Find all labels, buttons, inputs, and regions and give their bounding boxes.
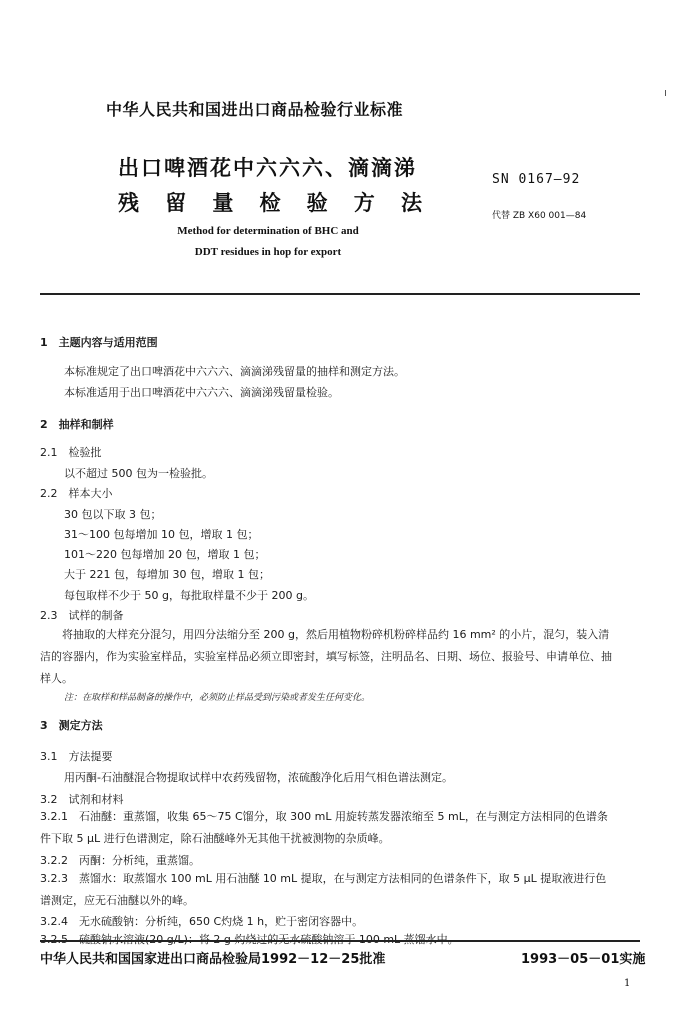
section-1-heading: 1 主题内容与适用范围 [40, 336, 158, 349]
approval-line: 中华人民共和国国家进出口商品检验局1992－12－25批准 [40, 952, 386, 967]
title-en-line1: Method for determination of BHC and [177, 225, 359, 237]
sample-preparation-paragraph: 将抽取的大样充分混匀，用四分法缩分至 200 g，然后用植物粉碎机粉碎样品约 16 mm² 的小片，混匀，装入清洁的容器内，作为实验室样品，实验室样品必须立即密封，填写标签，注明品名、日期、场位、报验号、申请单位、抽样人。 [40, 628, 612, 685]
sample-size-line: 101～220 包每增加 20 包，增取 1 包； [64, 548, 266, 561]
reagent-item [40, 931, 459, 947]
sample-size-line: 每包取样不少于 50 g，每批取样量不少于 200 g。 [64, 589, 314, 602]
footer-divider [40, 940, 640, 942]
subsection-heading: 3.1 方法提要 [40, 750, 113, 763]
sample-size-line: 30 包以下取 3 包； [64, 508, 162, 521]
sample-size-line: 大于 221 包，每增加 30 包，增取 1 包； [64, 568, 270, 581]
title-cn-line2 [118, 187, 422, 217]
standard-number: SN 0167—92 [492, 172, 581, 187]
note: 注：在取样和样品制备的操作中，必须防止样品受到污染或者发生任何变化。 [64, 693, 371, 703]
subsection-heading: 2.3 试样的制备 [40, 609, 124, 622]
subsection-heading: 2.2 样本大小 [40, 487, 113, 500]
title-en-line2: DDT residues in hop for export [194, 246, 342, 258]
reagent-item: 3.2.4 无水硫酸钠：分析纯，650 C灼烧 1 h，贮于密闭容器中。 [40, 915, 364, 928]
reagent-item: 3.2.1 石油醚：重蒸馏，收集 65～75 C馏分，取 300 mL 用旋转蒸发器浓缩至 5 mL，在与测定方法相同的色谱条件下取 5 μL 进行色谱测定，除石油醚峰外无其他干扰被测物的杂质峰。 [40, 810, 608, 845]
replaces-standard: 代替 ZB X60 001—84 [492, 211, 587, 221]
effective-date: 1993－05－01实施 [521, 952, 646, 967]
scan-mark [665, 90, 666, 96]
standard-org-header: 中华人民共和国进出口商品检验行业标准 [106, 100, 404, 119]
section-3-heading: 3 测定方法 [40, 719, 103, 732]
header-divider [40, 293, 640, 295]
title-char: 方 [353, 191, 375, 215]
title-char: 量 [212, 191, 234, 215]
title-char: 检 [259, 191, 281, 215]
subsection-heading: 2.1 检验批 [40, 446, 102, 459]
reagent-item: 3.2.3 蒸馏水：取蒸馏水 100 mL 用石油醚 10 mL 提取，在与测定方法相同的色谱条件下，取 5 μL 提取液进行色谱测定，应无石油醚以外的峰。 [40, 872, 607, 907]
title-char: 残 [118, 191, 139, 215]
title-cn-line1: 出口啤酒花中六六六、滴滴涕 [118, 156, 417, 180]
reagent-item: 3.2.2 丙酮：分析纯，重蒸馏。 [40, 854, 200, 867]
page-number: 1 [624, 978, 631, 989]
subsection-text: 以不超过 500 包为一检验批。 [64, 467, 213, 480]
title-char: 法 [400, 191, 422, 215]
subsection-text: 用丙酮-石油醚混合物提取试样中农药残留物，浓硫酸净化后用气相色谱法测定。 [64, 771, 453, 784]
section-1-paragraph: 本标准适用于出口啤酒花中六六六、滴滴涕残留量检验。 [64, 386, 339, 399]
section-2-heading: 2 抽样和制样 [40, 418, 114, 431]
title-char: 验 [306, 191, 328, 215]
sample-size-line: 31～100 包每增加 10 包，增取 1 包； [64, 528, 259, 541]
subsection-heading: 3.2 试剂和材料 [40, 793, 124, 806]
section-1-paragraph: 本标准规定了出口啤酒花中六六六、滴滴涕残留量的抽样和测定方法。 [64, 365, 405, 378]
title-char: 留 [165, 191, 187, 215]
